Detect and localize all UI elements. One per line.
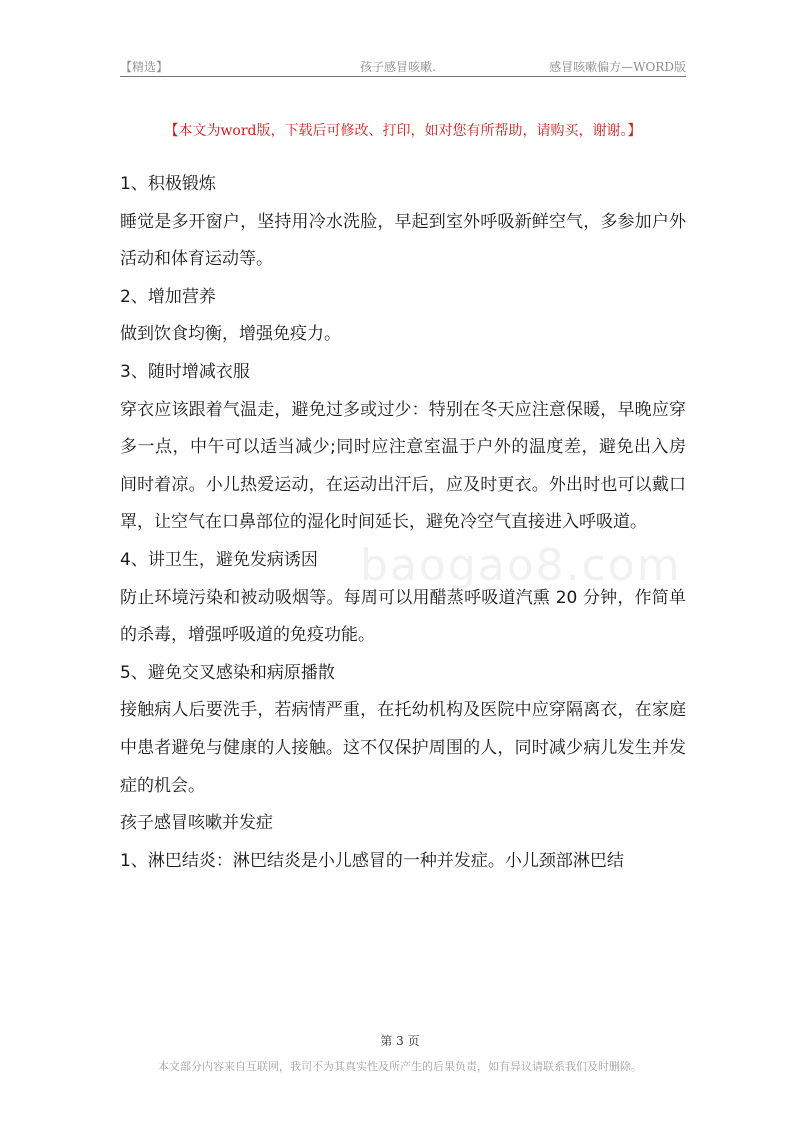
page-number: 第 3 页 [380, 1034, 420, 1048]
page-header [120, 52, 686, 76]
watermark: baogao8.com [360, 540, 682, 591]
paragraph-nutrition: 做到饮食均衡，增强免疫力。 [120, 324, 341, 345]
header-right-label: 感冒咳嗽偏方—WORD版 [549, 60, 686, 74]
download-notice: 【本文为word版，下载后可修改、打印，如对您有所帮助，请购买，谢谢。】 [164, 123, 642, 139]
heading-exercise: 1、积极锻炼 [120, 174, 216, 194]
heading-nutrition: 2、增加营养 [120, 286, 216, 307]
header-left-label: 【精选】 [120, 60, 169, 74]
paragraph-exercise: 睡觉是多开窗户，坚持用冷水洗脸，早起到室外呼吸新鲜空气，多参加户外活动和体育运动等。 [120, 211, 686, 270]
heading-clothing: 3、随时增减衣服 [120, 361, 250, 382]
paragraph-clothing: 穿衣应该跟着气温走，避免过多或过少：特别在冬天应注意保暖，早晚应穿多一点，中午可以适当减少;同时应注意室温于户外的温度差，避免出入房间时着凉。小儿热爱运动，在运动出汗后，应及时更衣。外出时也可以戴口罩，让空气在口鼻部位的湿化时间延长，避免冷空气直接进入呼吸道。 [120, 399, 686, 533]
header-divider [120, 76, 686, 77]
header-title: 孩子感冒咳嗽. [360, 60, 436, 74]
paragraph-hygiene: 防止环境污染和被动吸烟等。每周可以用醋蒸呼吸道汽熏 20 分钟，作简单的杀毒，增强呼吸道的免疫功能。 [120, 587, 686, 646]
paragraph-cross-infection: 接触病人后要洗手，若病情严重，在托幼机构及医院中应穿隔离衣，在家庭中患者避免与健康的人接触。这不仅保护周围的人，同时减少病儿发生并发症的机会。 [120, 700, 686, 796]
heading-complications: 孩子感冒咳嗽并发症 [120, 813, 273, 834]
heading-cross-infection: 5、避免交叉感染和病原播散 [120, 662, 335, 683]
heading-hygiene: 4、讲卫生，避免发病诱因 [120, 549, 318, 570]
footer-disclaimer: 本文部分内容来自互联网，我司不为其真实性及所产生的后果负责，如有异议请联系我们及时删除。 [158, 1060, 642, 1073]
paragraph-lymphadenitis: 1、淋巴结炎：淋巴结炎是小儿感冒的一种并发症。小儿颈部淋巴结 [120, 850, 624, 871]
document-body [120, 166, 686, 880]
